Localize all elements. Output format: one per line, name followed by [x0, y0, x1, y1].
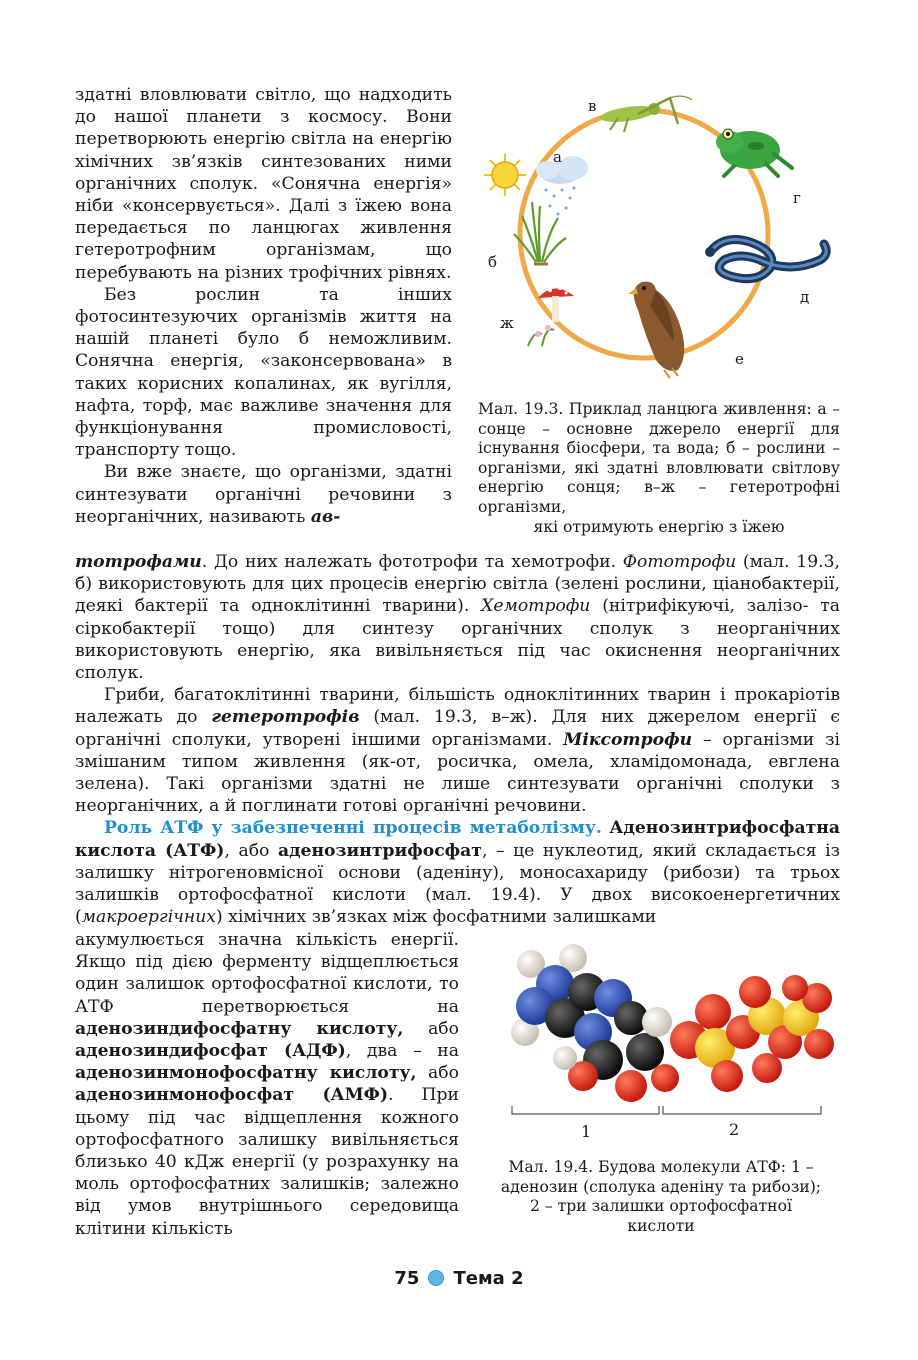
bullet-dot-icon — [428, 1270, 444, 1286]
paragraph-6 — [75, 929, 459, 1240]
figure-19-3-caption-last: які отримують енергію з їжею — [533, 517, 785, 536]
food-chain-illustration — [478, 84, 840, 384]
p6-t2: або — [403, 1018, 460, 1039]
snake-icon — [705, 240, 826, 279]
term-amp-acid: аденозинмонофосфатну кислоту, — [75, 1063, 417, 1084]
term-atp: аденозинтрифосфат — [277, 840, 482, 861]
term-autotrophs-end: тотрофами — [75, 552, 202, 572]
term-autotrophs-start: ав- — [310, 506, 341, 527]
label-zh: ж — [500, 314, 514, 332]
adenosine-part — [511, 944, 679, 1102]
label-d: д — [800, 288, 810, 306]
cloud-rain-icon — [536, 156, 588, 216]
section-heading-atp: Роль АТФ у забезпеченні процесів метаболізму. — [104, 818, 602, 839]
p5-a: , або — [224, 840, 278, 861]
term-adp: аденозиндифосфат (АДФ) — [75, 1041, 346, 1062]
label-h: г — [793, 189, 801, 207]
paragraph-3-continued — [75, 551, 840, 684]
p6-t3: , два – на — [345, 1041, 460, 1062]
figure-atp-molecule — [505, 940, 835, 1145]
p5-c: ) хімічних зв’язках між фосфатними залишками — [215, 907, 657, 928]
eagle-icon — [628, 282, 684, 378]
page-footer — [0, 1268, 918, 1289]
term-mixotrophs: Міксотрофи — [563, 729, 693, 750]
term-atp-acid: Аденозинтрифосфатна кислота (АТФ) — [75, 818, 841, 861]
label-e: е — [735, 350, 744, 368]
p6-t1: акумулюється значна кількість енергії. Якщо під дією ферменту відщеплюється один залишок ортофосфатної кислоти, то АТФ перетворюється на — [75, 930, 459, 1017]
term-chemotrophs: Хемотрофи — [481, 596, 591, 617]
page-number: 75 — [394, 1268, 420, 1289]
part-brackets — [512, 1106, 821, 1114]
label-b: б — [488, 253, 498, 271]
figure-19-4-caption: Мал. 19.4. Будова молекули АТФ: 1 – аденозин (сполука аденіну та рибози); 2 – три залишки ортофосфатної кислоти — [500, 1158, 822, 1235]
p4-c: – організми зі змішаним типом живлення (як-от, росичка, омела, хламідомонада, евглена зелена). Такі організми здатні не лише синтезувати органічні сполуки з неорганічних, а й поглинати готові органічні речовини. — [75, 729, 840, 817]
left-column-top — [75, 84, 452, 528]
phosphate-part — [670, 975, 834, 1092]
figure-food-chain — [478, 84, 840, 384]
paragraph-3-text: Ви вже знаєте, що організми, здатні синтезувати органічні речовини з неорганічних, називають — [75, 462, 452, 527]
term-amp: аденозинмонофосфат (АМФ) — [75, 1085, 389, 1106]
label-v: в — [588, 97, 597, 115]
sun-icon — [484, 154, 526, 196]
p4-b: (мал. 19.3, в–ж). Для них джерелом енергії є органічні сполуки, утворені іншими організмами. — [75, 707, 840, 750]
p3-rest-2: (мал. 19.3, б) використовують для цих процесів енергію світла (зелені рослини, ціанобактерії, деякі бактерії та одноклітинні тварини). — [75, 552, 840, 617]
p5-b: , – це нуклеотид, який складається із залишку нітрогеновмісної основи (аденіну), моносахариду (рибози) та трьох залишків ортофосфатної кислоти (мал. 19.4). У двох високоенергетичних ( — [75, 840, 841, 928]
figure-19-3-caption-text: Мал. 19.3. Приклад ланцюга живлення: а – сонце – основне джерело енергії для існування біосфери, та вода; б – рослини – організми, які здатні вловлювати світлову енергію сонця; в–ж – гетеротрофні організми, — [478, 400, 840, 516]
frog-icon — [716, 129, 792, 176]
section-name: Тема 2 — [453, 1268, 524, 1289]
p6-t4: або — [416, 1063, 459, 1084]
term-adp-acid: аденозиндифосфатну кислоту, — [75, 1018, 404, 1039]
label-a: а — [553, 148, 562, 166]
label-adenosine-number: 1 — [581, 1122, 592, 1141]
label-phosphates-number: 2 — [729, 1120, 740, 1139]
p6-t5: . При цьому під час відщеплення кожного ортофосфатного залишку вивільняється близько 40 кДж енергії (у розрахунку на моль ортофосфатних залишків; залежно від умов внутрішнього середовища клітини кількість — [75, 1085, 459, 1239]
p3-rest-1: . До них належать фототрофи та хемотрофи. — [201, 552, 623, 572]
term-phototrophs: Фототрофи — [622, 552, 737, 572]
term-macroergic: макроергічних — [81, 907, 216, 928]
paragraph-3-start — [75, 461, 452, 528]
paragraph-4 — [75, 684, 840, 817]
paragraph-1: здатні вловлювати світло, що надходить до нашої планети з космосу. Вони перетворюють енергію світла на енергію хімічних зв’язків синтезованих ними органічних сполук. «Сонячна енергія» ніби «консервується». Далі з їжею вона передається по ланцюгах живлення гетеротрофним організмам, що перебувають на різних трофічних рівнях. — [75, 85, 452, 283]
p4-a: Гриби, багатоклітинні тварини, більшість одноклітинних тварин і прокаріотів належать до — [75, 685, 840, 728]
paragraph-5 — [75, 817, 840, 928]
p3-rest-3: (нітрифікуючі, залізо- та сіркобактерії тощо) для синтезу органічних сполук з неорганічних використовують енергію, яка вивільняється під час окиснення неорганічних сполук. — [75, 596, 840, 684]
left-column-bottom — [75, 929, 459, 1240]
paragraph-2: Без рослин та інших фотосинтезуючих організмів життя на нашій планеті було б неможливим. Сонячна енергія, «законсервована» в таких корисних копалинах, як вугілля, нафта, торф, має важливе значення для функціонування промисловості, транспорту тощо. — [75, 284, 452, 461]
atp-molecule-model — [505, 940, 835, 1145]
term-heterotrophs: гетеротрофів — [211, 707, 360, 728]
full-width-text — [75, 551, 840, 928]
figure-19-3-caption — [478, 400, 840, 537]
